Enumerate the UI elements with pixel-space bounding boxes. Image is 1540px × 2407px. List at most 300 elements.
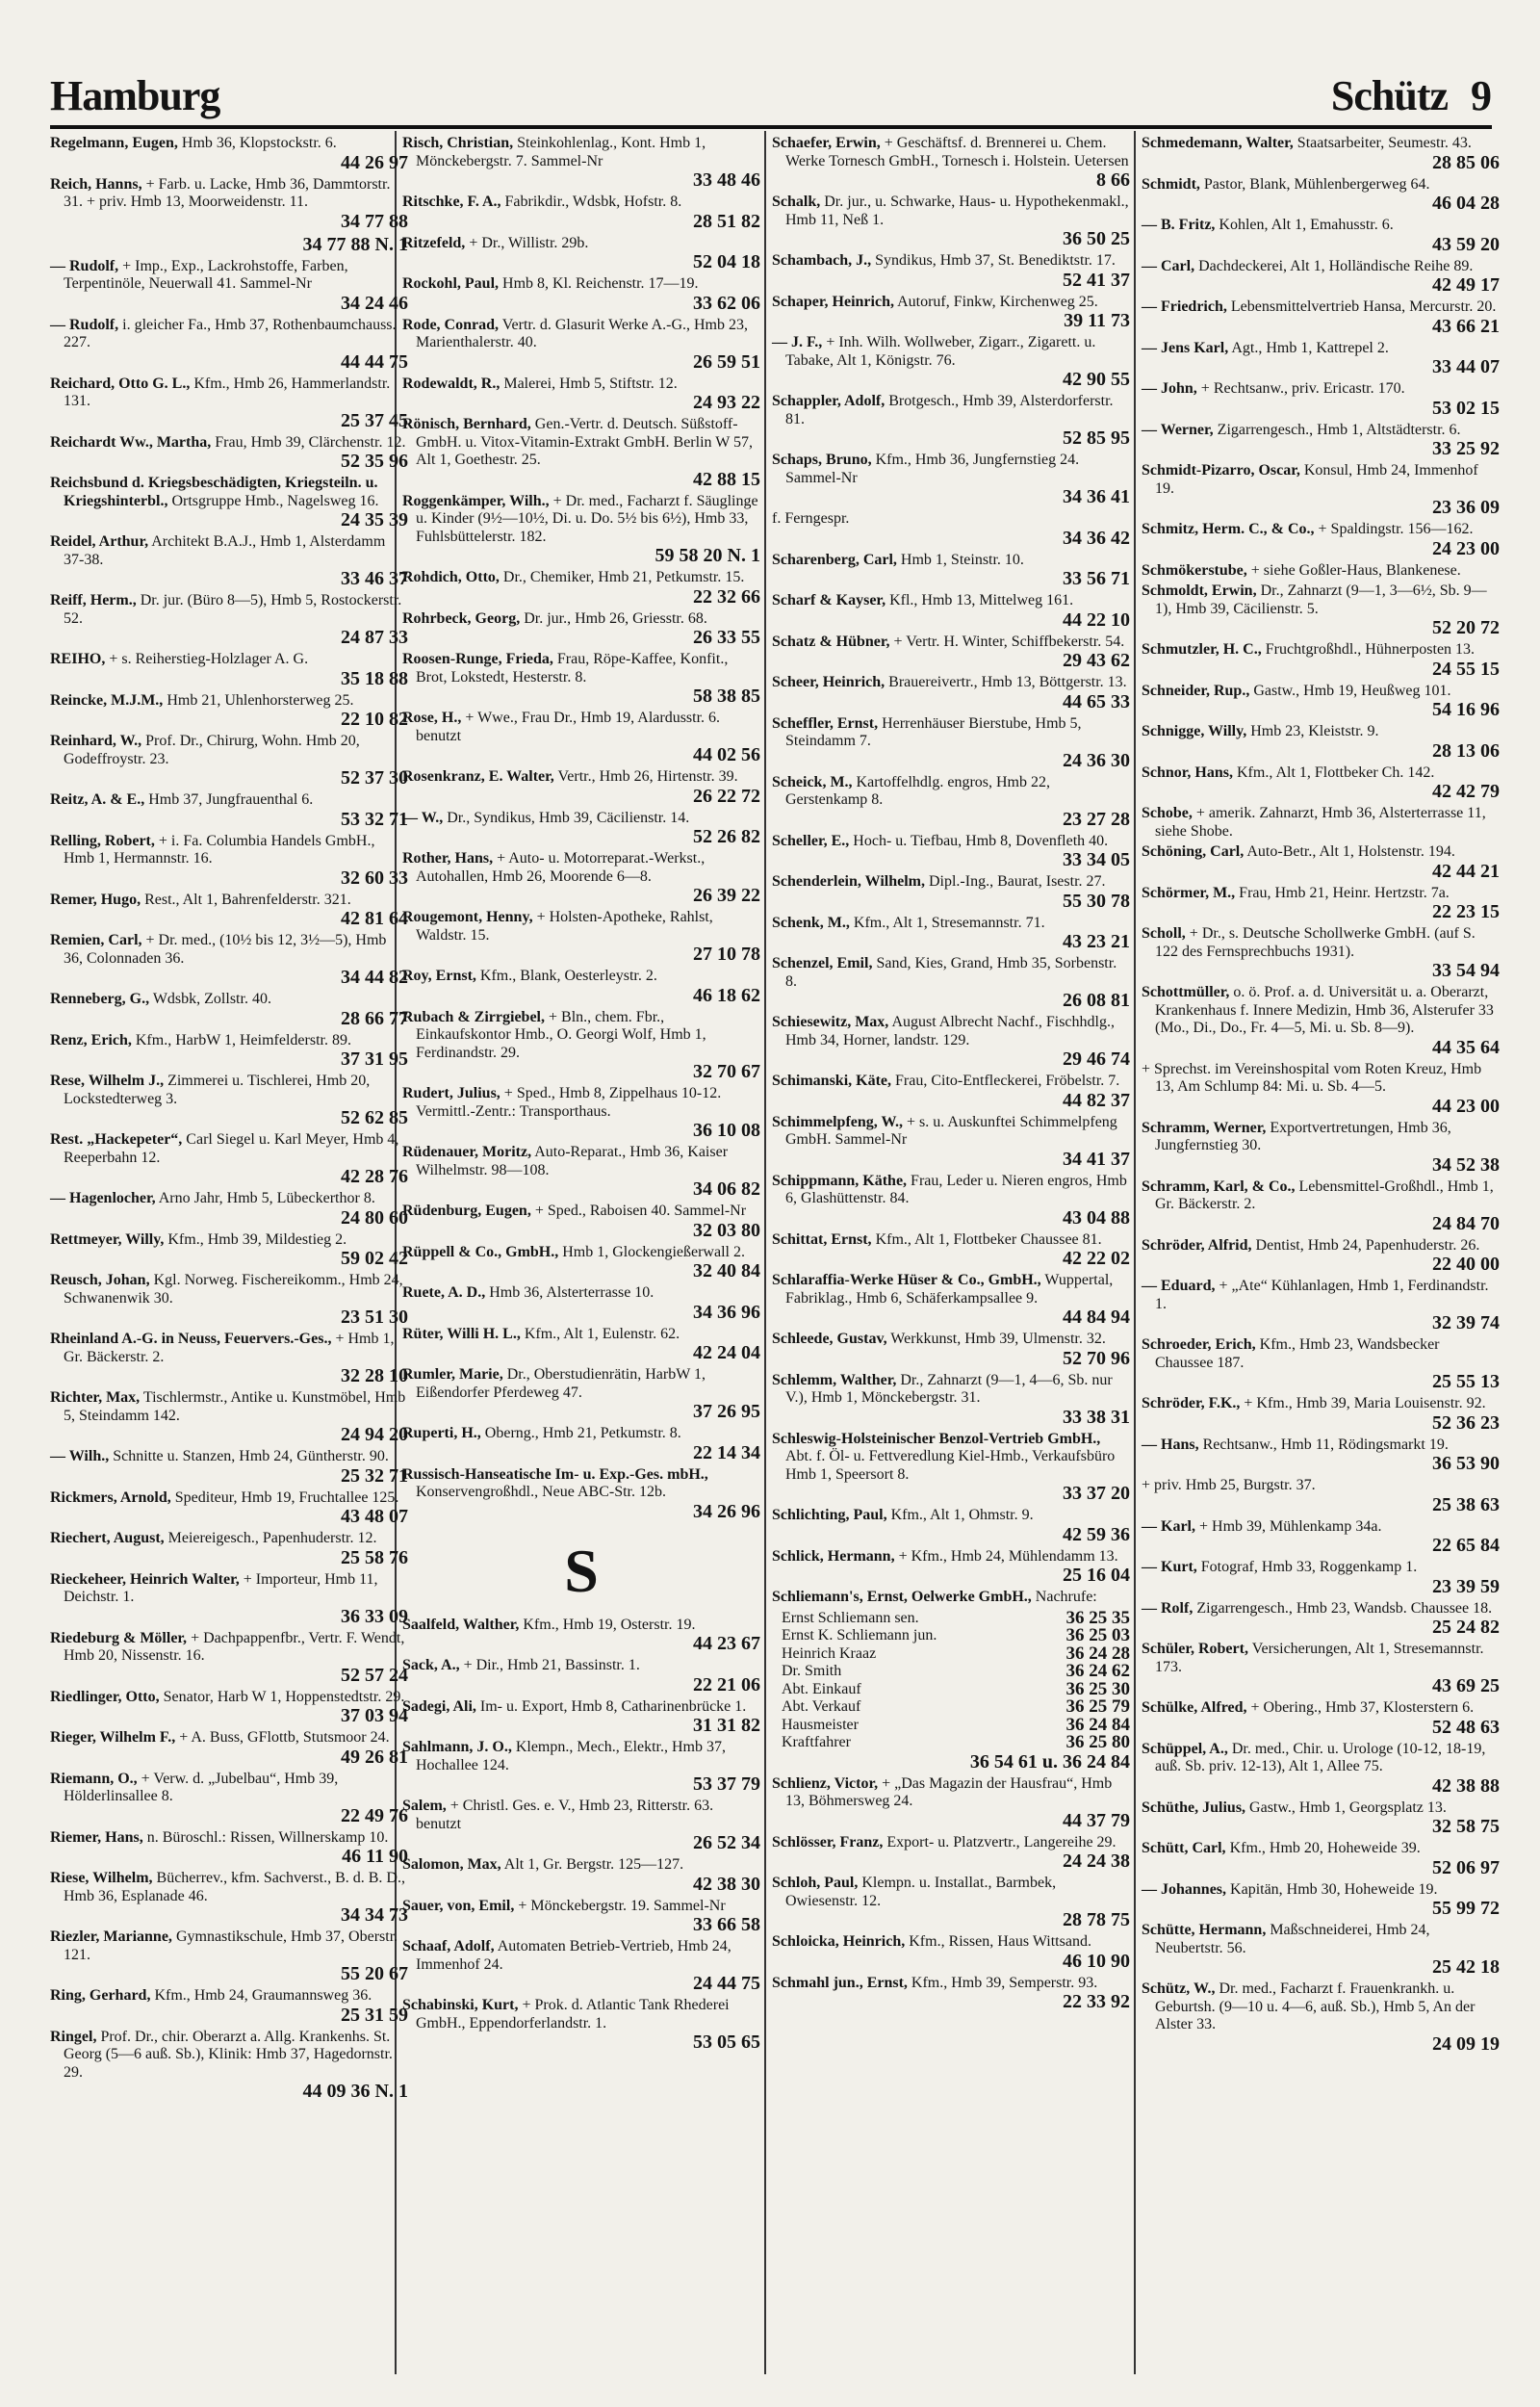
entry-name: Scheer, Heinrich, xyxy=(772,674,886,690)
directory-entry xyxy=(1142,1922,1500,1978)
directory-entry xyxy=(50,592,408,648)
entry-name: Reitz, A. & E., xyxy=(50,791,145,808)
directory-entry xyxy=(772,1431,1130,1505)
entry-details: Dr. jur., u. Schwarke, Haus- u. Hypothekenmakl., Hmb 11, Neß 1. xyxy=(785,194,1129,228)
entry-details: Bücherrev., kfm. Sachverst., B. d. B. D., Hmb 36, Esplanade 46. xyxy=(64,1870,405,1904)
directory-entry xyxy=(402,569,760,608)
entry-name: — Rudolf, xyxy=(50,316,119,333)
entry-phone: 52 35 96 xyxy=(341,451,408,472)
entry-phone: 52 26 82 xyxy=(693,826,760,847)
entry-details: Kapitän, Hmb 30, Hoheweide 19. xyxy=(1230,1880,1438,1898)
directory-entry xyxy=(1142,683,1500,721)
directory-entry xyxy=(1142,582,1500,638)
entry-phone: 35 18 88 xyxy=(341,667,408,689)
entry-name: Salem, xyxy=(402,1798,447,1814)
directory-entry xyxy=(402,1085,760,1141)
entry-details: Lebensmittelvertrieb Hansa, Mercurstr. 20. xyxy=(1230,298,1497,315)
entry-details: + Sprechst. im Vereinshospital vom Roten Kreuz, Hmb 13, Am Schlump 84: Mi. u. Sb. 4—5. xyxy=(1142,1060,1482,1095)
directory-entry xyxy=(402,416,760,490)
entry-details: + Rechtsanw., priv. Ericastr. 170. xyxy=(1200,380,1405,397)
entry-name: Risch, Christian, xyxy=(402,135,514,151)
entry-phone: 24 55 15 xyxy=(1432,658,1500,680)
header-rule xyxy=(50,125,1492,129)
entry-phone: 34 36 41 xyxy=(1063,486,1130,507)
entry-phone: 46 18 62 xyxy=(693,984,760,1006)
entry-name: Riechert, August, xyxy=(50,1530,165,1546)
entry-name: Rosenkranz, E. Walter, xyxy=(402,768,554,785)
entry-name: — Kurt, xyxy=(1142,1559,1197,1575)
entry-phone: 33 34 05 xyxy=(1063,849,1130,870)
directory-entry xyxy=(772,833,1130,871)
entry-details: Kfm., Rissen, Haus Wittsand. xyxy=(909,1933,1091,1950)
entry-details: + Dachpappenfbr., Vertr. F. Wendt, Hmb 20, Nissenstr. 16. xyxy=(64,1629,405,1664)
directory-entry xyxy=(1142,462,1500,518)
entry-name: Ring, Gerhard, xyxy=(50,1987,151,2004)
entry-details: Rechtsanw., Hmb 11, Rödingsmarkt 19. xyxy=(1202,1436,1449,1453)
entry-phone: 22 21 06 xyxy=(693,1673,760,1695)
directory-entry xyxy=(772,1272,1130,1328)
entry-name: Reichard, Otto G. L., xyxy=(50,375,191,392)
entry-details: Kfm., Hmb 23, Wandsbecker Chaussee 187. xyxy=(1155,1336,1440,1371)
entry-details: Carl Siegel u. Karl Meyer, Hmb 4, Reeperbahn 12. xyxy=(64,1131,399,1166)
directory-entry xyxy=(1142,135,1500,173)
entry-phone: 29 43 62 xyxy=(1063,650,1130,671)
entry-details: + amerik. Zahnarzt, Hmb 36, Alsterterrasse 11, siehe Shobe. xyxy=(1155,805,1486,840)
entry-details: + i. Fa. Columbia Handels GmbH., Hmb 1, Hermannstr. 16. xyxy=(64,832,375,867)
entry-name: — Rolf, xyxy=(1142,1599,1194,1617)
entry-details: + Auto- u. Motorreparat.-Werkst., Autohallen, Hmb 26, Moorende 6—8. xyxy=(416,850,706,885)
directory-entry xyxy=(50,1689,408,1727)
entry-phone: 52 48 63 xyxy=(1432,1716,1500,1738)
directory-entry xyxy=(50,135,408,173)
entry-details: Fabrikdir., Wdsbk, Hofstr. 8. xyxy=(504,194,682,210)
entry-name: Schmitz, Herm. C., & Co., xyxy=(1142,521,1315,537)
header-city: Hamburg xyxy=(50,72,220,119)
entry-phone: 22 33 92 xyxy=(1063,1991,1130,2012)
directory-entry xyxy=(50,1571,408,1627)
entry-name: Scholl, xyxy=(1142,925,1186,942)
entry-details: Automaten Betrieb-Vertrieb, Hmb 24, Immenhof 24. xyxy=(416,1938,732,1973)
entry-details: Gastw., Hmb 1, Georgsplatz 13. xyxy=(1249,1799,1447,1816)
entry-name: Schabinski, Kurt, xyxy=(402,1997,519,2013)
entry-details: Kfm., Alt 1, Flottbeker Chaussee 81. xyxy=(875,1230,1102,1248)
directory-entry xyxy=(1142,1600,1500,1639)
entry-details: Autoruf, Finkw, Kirchenweg 25. xyxy=(897,293,1098,310)
entry-phone: 25 38 63 xyxy=(1432,1493,1500,1515)
entry-name: Rougemont, Henny, xyxy=(402,909,533,925)
entry-name: Schittat, Ernst, xyxy=(772,1230,872,1248)
entry-name: Rother, Hans, xyxy=(402,850,494,867)
directory-entry xyxy=(1142,1278,1500,1333)
entry-name: Schenderlein, Wilhelm, xyxy=(772,873,925,890)
entry-name: Renneberg, G., xyxy=(50,991,150,1007)
entry-phone: 25 32 71 xyxy=(341,1464,408,1487)
entry-phone: 44 37 79 xyxy=(1063,1809,1130,1831)
directory-entry xyxy=(402,1739,760,1795)
entry-name: Schenzel, Emil, xyxy=(772,955,873,971)
entry-phone: 55 99 72 xyxy=(1432,1898,1500,1919)
entry-name: Schimanski, Käte, xyxy=(772,1073,892,1089)
entry-phone: 54 16 96 xyxy=(1432,699,1500,720)
entry-name: — Johannes, xyxy=(1142,1880,1227,1898)
sub-listing xyxy=(772,1627,1130,1645)
entry-phone: 44 65 33 xyxy=(1063,690,1130,712)
entry-name: — Carl, xyxy=(1142,257,1195,274)
entry-name: Riedlinger, Otto, xyxy=(50,1688,160,1705)
entry-details: Dr., Zahnarzt (9—1, 4—6, Sb. nur V.), Hmb 1, Mönckebergstr. 31. xyxy=(785,1371,1113,1406)
entry-details: + Dr., Willistr. 29b. xyxy=(469,234,589,251)
entry-phone: 44 22 10 xyxy=(1063,608,1130,631)
directory-entry xyxy=(402,493,760,567)
directory-entry xyxy=(50,1190,408,1229)
sub-listing-phone: 36 24 84 xyxy=(1065,1714,1130,1735)
directory-entry xyxy=(50,733,408,789)
directory-entry xyxy=(50,235,408,255)
directory-entry xyxy=(50,692,408,731)
entry-details: Kfm., Hmb 39, Semperstr. 93. xyxy=(911,1974,1098,1991)
sub-listing xyxy=(772,1698,1130,1717)
entry-phone: 36 53 90 xyxy=(1432,1453,1500,1474)
column-4 xyxy=(1142,135,1500,2058)
entry-name: Schülke, Alfred, xyxy=(1142,1699,1247,1716)
entry-details: + s. Reiherstieg-Holzlager A. G. xyxy=(109,651,309,667)
entry-details: + Sped., Raboisen 40. Sammel-Nr xyxy=(534,1203,747,1219)
entry-details: Pastor, Blank, Mühlenbergerweg 64. xyxy=(1203,175,1430,193)
entry-name: Scheffler, Ernst, xyxy=(772,714,879,732)
directory-entry xyxy=(402,1425,760,1463)
directory-entry xyxy=(50,1829,408,1868)
entry-name: Schliemann's, Ernst, Oelwerke GmbH., xyxy=(772,1589,1032,1605)
entry-details: Gen.-Vertr. d. Deutsch. Süßstoff-GmbH. u. Vitox-Vitamin-Extrakt GmbH. Berlin W 57, Alt 1, Goethestr. 25. xyxy=(416,416,754,468)
entry-phone: 34 77 88 N. 1 xyxy=(302,233,408,255)
directory-entry xyxy=(772,194,1130,249)
entry-details: Klempn., Mech., Elektr., Hmb 37, Hochallee 124. xyxy=(416,1739,726,1773)
entry-phone: 42 90 55 xyxy=(1063,369,1130,390)
directory-entry xyxy=(50,533,408,589)
entry-details: Wdsbk, Zollstr. 40. xyxy=(152,991,271,1007)
column-divider xyxy=(1134,131,1136,2374)
entry-details: + Kfm., Hmb 39, Maria Louisenstr. 92. xyxy=(1244,1395,1486,1411)
entry-name: Remien, Carl, xyxy=(50,932,142,948)
directory-entry xyxy=(50,1530,408,1568)
entry-name: Schiesewitz, Max, xyxy=(772,1014,889,1030)
entry-phone: 59 58 20 N. 1 xyxy=(654,545,760,566)
entry-details: Rest., Alt 1, Bahrenfelderstr. 321. xyxy=(144,891,351,908)
entry-name: Rheinland A.-G. in Neuss, Feuervers.-Ges., xyxy=(50,1331,332,1347)
entry-name: Schlemm, Walther, xyxy=(772,1371,897,1388)
entry-name: Schmökerstube, xyxy=(1142,561,1247,579)
entry-phone: 26 59 51 xyxy=(693,350,760,373)
directory-entry xyxy=(1142,1436,1500,1475)
entry-name: Reinhard, W., xyxy=(50,733,142,749)
entry-name: Schramm, Karl, & Co., xyxy=(1142,1178,1296,1195)
entry-details: Klempn. u. Installat., Barmbek, Owiesenstr. 12. xyxy=(785,1875,1057,1909)
entry-details: + Verw. d. „Jubelbau“, Hmb 39, Hölderlinsallee 8. xyxy=(64,1770,339,1804)
entry-name: Salomon, Max, xyxy=(402,1856,501,1873)
directory-entry xyxy=(1142,641,1500,680)
directory-entry xyxy=(50,375,408,431)
entry-name: Schalk, xyxy=(772,194,821,210)
entry-name: Scharenberg, Carl, xyxy=(772,551,897,568)
directory-entry xyxy=(772,1114,1130,1170)
directory-entry xyxy=(1142,1699,1500,1738)
directory-entry xyxy=(772,1589,1130,1607)
entry-name: Riese, Wilhelm, xyxy=(50,1870,153,1886)
entry-phone: 42 59 36 xyxy=(1063,1523,1130,1545)
entry-phone: 34 24 46 xyxy=(341,292,408,314)
directory-entry xyxy=(772,452,1130,507)
directory-entry xyxy=(402,1657,760,1695)
entry-name: Schenk, M., xyxy=(772,914,850,931)
entry-phone: 42 28 76 xyxy=(341,1166,408,1187)
entry-phone: 52 41 37 xyxy=(1063,269,1130,291)
column-1 xyxy=(50,135,408,2105)
directory-entry xyxy=(50,1131,408,1187)
entry-phone: 53 37 79 xyxy=(693,1773,760,1795)
directory-entry xyxy=(402,1997,760,2053)
entry-details: Frau, Hmb 21, Heinr. Hertzstr. 7a. xyxy=(1239,884,1450,901)
entry-phone: 53 05 65 xyxy=(693,2032,760,2053)
entry-name: Schüthe, Julius, xyxy=(1142,1799,1246,1816)
entry-name: Reusch, Johan, xyxy=(50,1272,150,1288)
directory-entry xyxy=(772,135,1130,191)
entry-name: — Hans, xyxy=(1142,1436,1199,1453)
entry-details: Im- u. Export, Hmb 8, Catharinenbrücke 1. xyxy=(479,1697,747,1715)
entry-phone: 33 56 71 xyxy=(1063,568,1130,589)
entry-name: Reiff, Herm., xyxy=(50,592,137,608)
directory-entry xyxy=(402,1144,760,1200)
entry-name: Schlichting, Paul, xyxy=(772,1507,887,1523)
entry-details: Dr., Chemiker, Hmb 21, Petkumstr. 15. xyxy=(502,569,745,585)
entry-phone: 46 11 90 xyxy=(342,1846,408,1867)
directory-entry xyxy=(1142,843,1500,882)
entry-details: + Christl. Ges. e. V., Hmb 23, Ritterstr. 63. benutzt xyxy=(416,1798,714,1832)
entry-name: Rieger, Wilhelm F., xyxy=(50,1729,176,1746)
entry-phone: 44 26 97 xyxy=(341,151,408,173)
directory-entry xyxy=(1142,1061,1500,1117)
directory-entry xyxy=(50,1870,408,1926)
entry-details: f. Ferngespr. xyxy=(772,510,850,527)
directory-entry xyxy=(772,252,1130,291)
entry-phone: 25 42 18 xyxy=(1432,1956,1500,1978)
directory-entry xyxy=(50,651,408,689)
entry-phone: 26 08 81 xyxy=(1063,990,1130,1011)
entry-name: Ritschke, F. A., xyxy=(402,194,501,210)
entry-name: Schnor, Hans, xyxy=(1142,764,1233,781)
entry-details: Brauereivertr., Hmb 13, Böttgerstr. 13. xyxy=(888,674,1127,690)
entry-name: Rodewaldt, R., xyxy=(402,375,500,392)
entry-phone: 55 20 67 xyxy=(341,1963,408,1984)
entry-details: Kfm., Hmb 26, Hammerlandstr. 131. xyxy=(64,375,391,409)
entry-phone: 43 69 25 xyxy=(1432,1675,1500,1696)
entry-details: + Spaldingstr. 156—162. xyxy=(1318,521,1474,537)
directory-entry xyxy=(402,1466,760,1522)
directory-entry xyxy=(50,1331,408,1386)
entry-phone: 44 35 64 xyxy=(1432,1036,1500,1058)
entry-name: Rüter, Willi H. L., xyxy=(402,1325,521,1342)
entry-phone: 24 44 75 xyxy=(693,1973,760,1994)
entry-details: + Prok. d. Atlantic Tank Rhederei GmbH., Eppendorferlandstr. 1. xyxy=(416,1997,730,2032)
entry-phone: 32 28 10 xyxy=(341,1365,408,1386)
entry-name: Schippmann, Käthe, xyxy=(772,1172,908,1189)
entry-name: Rettmeyer, Willy, xyxy=(50,1230,165,1248)
entry-details: Tischlermstr., Antike u. Kunstmöbel, Hmb 5, Steindamm 142. xyxy=(64,1389,406,1424)
entry-name: Scharf & Kayser, xyxy=(772,592,886,608)
entry-details: Frau, Leder u. Nieren engros, Hmb 6, Glashüttenstr. 84. xyxy=(785,1172,1127,1206)
entry-details: Abt. f. Öl- u. Fettveredlung Kiel-Hmb., Verkaufsbüro Hmb 1, Speersort 8. xyxy=(785,1448,1116,1483)
directory-entry xyxy=(1142,380,1500,419)
directory-entry xyxy=(1142,1799,1500,1838)
entry-details: Dachdeckerei, Alt 1, Holländische Reihe 89. xyxy=(1198,257,1474,274)
entry-details: + Farb. u. Lacke, Hmb 36, Dammtorstr. 31. + priv. Hmb 13, Moorweidenstr. 11. xyxy=(64,175,391,210)
entry-phone: 28 85 06 xyxy=(1432,151,1500,173)
directory-entry xyxy=(772,774,1130,830)
entry-details: + Inh. Wilh. Wollweber, Zigarr., Zigarett. u. Tabake, Alt 1, Königstr. 76. xyxy=(785,334,1096,369)
directory-entry xyxy=(772,873,1130,912)
entry-phone: 59 02 42 xyxy=(341,1248,408,1269)
entry-phone: 43 04 88 xyxy=(1063,1206,1130,1229)
entry-name: Schütte, Hermann, xyxy=(1142,1922,1267,1938)
entry-details: Spediteur, Hmb 19, Fruchtallee 125. xyxy=(174,1488,399,1506)
entry-details: Zigarrengesch., Hmb 23, Wandsb. Chaussee 18. xyxy=(1196,1599,1493,1617)
entry-name: — Friedrich, xyxy=(1142,298,1227,315)
entry-phone: 42 49 17 xyxy=(1432,274,1500,296)
entry-name: Riemann, O., xyxy=(50,1770,138,1787)
directory-entry xyxy=(1142,298,1500,337)
entry-details: Kfm., Alt 1, Stresemannstr. 71. xyxy=(853,914,1045,931)
sub-listing-phone: 36 24 28 xyxy=(1065,1643,1130,1664)
sub-listing-label: Abt. Verkauf xyxy=(782,1698,861,1715)
entry-phone: 25 55 13 xyxy=(1432,1371,1500,1392)
directory-entry xyxy=(402,1326,760,1364)
entry-details: + Hmb 1, Gr. Bäckerstr. 2. xyxy=(64,1331,395,1365)
page-number: 9 xyxy=(1471,72,1492,119)
entry-details: o. ö. Prof. a. d. Universität u. a. Oberarzt, Krankenhaus f. Innere Medizin, Hmb 36, Alsterufer 33 (Mo., Di., Do., Fr. 4—5, Mi. u. Sb. 8—9). xyxy=(1155,984,1494,1036)
entry-details: + Sped., Hmb 8, Zippelhaus 10-12. Vermittl.-Zentr.: Transporthaus. xyxy=(416,1085,722,1120)
entry-phone: 52 06 97 xyxy=(1432,1856,1500,1878)
directory-entry xyxy=(1142,1120,1500,1176)
entry-name: — Werner, xyxy=(1142,421,1214,438)
entry-name: Schüppel, A., xyxy=(1142,1740,1228,1757)
entry-name: Schütz, W., xyxy=(1142,1980,1216,1997)
entry-name: — Rudolf, xyxy=(50,257,119,274)
entry-name: Reichardt Ww., Martha, xyxy=(50,433,212,451)
entry-name: Schmutzler, H. C., xyxy=(1142,641,1262,658)
entry-phone: 23 36 09 xyxy=(1432,497,1500,518)
directory-entry xyxy=(772,1507,1130,1545)
entry-name: Rockohl, Paul, xyxy=(402,275,500,292)
entry-name: Rüdenburg, Eugen, xyxy=(402,1203,531,1219)
entry-phone: 24 94 20 xyxy=(341,1424,408,1445)
entry-name: Roosen-Runge, Frieda, xyxy=(402,651,553,667)
entry-name: Riezler, Marianne, xyxy=(50,1928,172,1945)
entry-phone: 42 38 30 xyxy=(693,1873,760,1895)
directory-entry xyxy=(50,176,408,232)
entry-details: Zimmerei u. Tischlerei, Hmb 20, Lockstedterweg 3. xyxy=(64,1073,371,1107)
entry-details: Oberng., Hmb 21, Petkumstr. 8. xyxy=(484,1425,681,1441)
entry-phone: 31 31 82 xyxy=(693,1715,760,1736)
sub-listing-phone: 36 25 03 xyxy=(1065,1625,1130,1645)
directory-entry xyxy=(772,674,1130,712)
entry-name: Schlick, Hermann, xyxy=(772,1547,895,1565)
entry-name: Rieckeheer, Heinrich Walter, xyxy=(50,1570,240,1588)
directory-entry xyxy=(402,1798,760,1853)
entry-phone: 44 84 94 xyxy=(1063,1307,1130,1328)
entry-name: — Eduard, xyxy=(1142,1278,1216,1294)
entry-phone: 39 11 73 xyxy=(1064,310,1130,331)
entry-details: + Bln., chem. Fbr., Einkaufskontor Hmb., O. Georgi Wolf, Hmb 1, Ferdinandstr. 29. xyxy=(416,1008,706,1061)
entry-phone: 33 62 06 xyxy=(693,292,760,314)
entry-name: Schaefer, Erwin, xyxy=(772,135,881,151)
entry-name: Schaaf, Adolf, xyxy=(402,1938,495,1954)
entry-name: Roggenkämper, Wilh., xyxy=(402,492,550,509)
entry-details: Kfm., Hmb 20, Hoheweide 39. xyxy=(1229,1840,1421,1856)
entry-details: + Kfm., Hmb 24, Mühlendamm 13. xyxy=(898,1547,1118,1565)
directory-entry xyxy=(50,1987,408,2026)
entry-details: Sand, Kies, Grand, Hmb 35, Sorbenstr. 8. xyxy=(785,955,1117,990)
entry-details: Kfm., Blank, Oesterleystr. 2. xyxy=(479,968,657,984)
entry-name: Renz, Erich, xyxy=(50,1031,132,1048)
directory-entry xyxy=(1142,1980,1500,2055)
entry-phone: 32 40 84 xyxy=(693,1260,760,1281)
entry-name: Schmahl jun., Ernst, xyxy=(772,1974,908,1991)
entry-phone: 43 66 21 xyxy=(1432,315,1500,337)
entry-name: Rüdenauer, Moritz, xyxy=(402,1144,532,1160)
entry-details: Wuppertal, Fabriklag., Hmb 6, Schäferkampsallee 9. xyxy=(785,1272,1114,1307)
entry-details: Hmb 36, Klopstockstr. 6. xyxy=(181,135,337,151)
entry-phone: 27 10 78 xyxy=(693,944,760,965)
entry-name: Reich, Hanns, xyxy=(50,175,142,193)
directory-entry xyxy=(1142,422,1500,460)
entry-details: Fruchtgroßhdl., Hühnerposten 13. xyxy=(1265,641,1476,658)
entry-name: Schloh, Paul, xyxy=(772,1875,859,1891)
entry-details: + Mönckebergstr. 19. Sammel-Nr xyxy=(518,1897,726,1914)
entry-name: Schatz & Hübner, xyxy=(772,633,890,650)
entry-name: Scheller, E., xyxy=(772,832,850,849)
entry-details: Frau, Cito-Entfleckerei, Fröbelstr. 7. xyxy=(895,1073,1120,1089)
entry-name: Rohdich, Otto, xyxy=(402,569,500,585)
entry-phone: 42 44 21 xyxy=(1432,860,1500,882)
entry-phone: 52 62 85 xyxy=(341,1107,408,1128)
directory-entry xyxy=(50,317,408,373)
entry-details: + Importeur, Hmb 11, Deichstr. 1. xyxy=(64,1570,378,1605)
directory-entry xyxy=(772,634,1130,672)
entry-name: Schnigge, Willy, xyxy=(1142,723,1247,739)
entry-name: Schröder, F.K., xyxy=(1142,1395,1241,1411)
entry-details: Kfm., Alt 1, Flottbeker Ch. 142. xyxy=(1237,764,1435,781)
entry-phone: 34 34 73 xyxy=(341,1904,408,1926)
entry-name: Rickmers, Arnold, xyxy=(50,1488,171,1506)
entry-details: Vertr. d. Glasurit Werke A.-G., Hmb 23, Marienthalerstr. 40. xyxy=(416,316,748,350)
entry-name: Schaper, Heinrich, xyxy=(772,293,894,310)
entry-phone: 23 39 59 xyxy=(1432,1575,1500,1597)
directory-entry xyxy=(772,510,1130,549)
entry-details: August Albrecht Nachf., Fischhdlg., Hmb 34, Horner, landstr. 129. xyxy=(785,1014,1115,1048)
entry-name: Rumler, Marie, xyxy=(402,1366,503,1383)
entry-phone: 22 10 82 xyxy=(341,709,408,730)
entry-name: Reichsbund d. Kriegsbeschädigten, Kriegsteiln. u. Kriegshinterbl., xyxy=(50,475,378,509)
directory-entry xyxy=(50,2029,408,2103)
section-letter: S xyxy=(564,1536,599,1605)
entry-phone: 55 30 78 xyxy=(1063,890,1130,912)
entry-phone: 33 54 94 xyxy=(1432,960,1500,981)
entry-name: Schlaraffia-Werke Hüser & Co., GmbH., xyxy=(772,1272,1041,1288)
entry-phone: 44 82 37 xyxy=(1063,1089,1130,1111)
entry-name: Rose, H., xyxy=(402,710,462,726)
directory-entry xyxy=(50,991,408,1029)
entry-phone: 44 23 00 xyxy=(1432,1095,1500,1117)
entry-name: Rese, Wilhelm J., xyxy=(50,1073,165,1089)
